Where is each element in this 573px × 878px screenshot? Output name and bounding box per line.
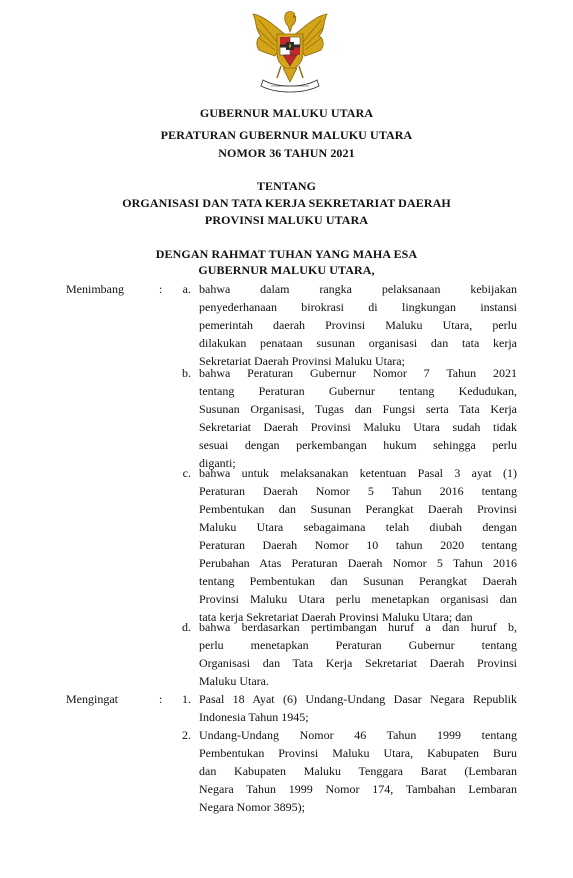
text-line: perlu menetapkan Peraturan Gubernur tentang: [199, 638, 517, 652]
menimbang-marker-a: a.: [182, 282, 191, 296]
text-line: tentang Pembentukan dan Susunan Perangkat Daerah: [199, 574, 517, 588]
text-line: Maluku Utara.: [199, 674, 269, 688]
menimbang-marker-c: c.: [182, 466, 191, 480]
menimbang-item-b: [199, 364, 517, 472]
mengingat-marker-1: 1.: [182, 692, 191, 706]
menimbang-label: Menimbang: [66, 282, 124, 296]
text-line: Sekretariat Daerah Provinsi Maluku Utara sudah tidak: [199, 420, 517, 434]
subject-line-1: ORGANISASI DAN TATA KERJA SEKRETARIAT DAERAH: [122, 196, 451, 210]
text-line: bahwa Peraturan Gubernur Nomor 7 Tahun 2021: [199, 366, 517, 380]
menimbang-item-c: [199, 464, 517, 626]
text-line: sesuai dengan perkembangan hukum sehingga perlu: [199, 438, 517, 452]
text-line: Organisasi dan Tata Kerja Sekretariat Daerah Provinsi: [199, 656, 517, 670]
text-line: bahwa berdasarkan pertimbangan huruf a dan huruf b,: [199, 620, 517, 634]
text-line: Undang-Undang Nomor 46 Tahun 1999 tentang: [199, 728, 517, 742]
text-line: Negara Tahun 1999 Nomor 174, Tambahan Lembaran: [199, 782, 517, 796]
text-line: Pembentukan dan Susunan Perangkat Daerah Provinsi: [199, 502, 517, 516]
menimbang-item-d: [199, 618, 517, 690]
menimbang-marker-d: d.: [182, 620, 191, 634]
text-line: tentang Peraturan Gubernur tentang Kedudukan,: [199, 384, 517, 398]
text-line: diganti;: [199, 456, 236, 470]
text-line: Indonesia Tahun 1945;: [199, 710, 309, 724]
text-line: Peraturan Daerah Nomor 5 Tahun 2016 tentang: [199, 484, 517, 498]
text-line: Pasal 18 Ayat (6) Undang-Undang Dasar Negara Republik: [199, 692, 517, 706]
text-line: Pembentukan Provinsi Maluku Utara, Kabupaten Buru: [199, 746, 517, 760]
mengingat-item-2: [199, 726, 517, 816]
garuda-emblem-icon: [247, 6, 333, 98]
text-line: Negara Nomor 3895);: [199, 800, 305, 814]
mengingat-colon: :: [159, 692, 163, 706]
text-line: Maluku Utara sebagaimana telah diubah dengan: [199, 520, 517, 534]
text-line: Perubahan Atas Peraturan Daerah Nomor 5 Tahun 2016: [199, 556, 517, 570]
text-line: bahwa untuk melaksanakan ketentuan Pasal 3 ayat (1): [199, 466, 517, 480]
mengingat-marker-2: 2.: [182, 728, 191, 742]
text-line: Peraturan Daerah Nomor 10 tahun 2020 tentang: [199, 538, 517, 552]
text-line: tata kerja Sekretariat Daerah Provinsi Maluku Utara; dan: [199, 610, 473, 624]
menimbang-item-a: [199, 280, 517, 370]
issuing-authority: GUBERNUR MALUKU UTARA: [199, 106, 374, 120]
text-line: Provinsi Maluku Utara perlu menetapkan organisasi dan: [199, 592, 517, 606]
preamble-line-1: DENGAN RAHMAT TUHAN YANG MAHA ESA: [155, 247, 418, 261]
text-line: bahwa dalam rangka pelaksanaan kebijakan: [199, 282, 517, 296]
text-line: Sekretariat Daerah Provinsi Maluku Utara;: [199, 354, 405, 368]
subject-line-2: PROVINSI MALUKU UTARA: [204, 213, 369, 227]
regulation-number: NOMOR 36 TAHUN 2021: [218, 146, 355, 160]
text-line: dan Kabupaten Maluku Tenggara Barat (Lembaran: [199, 764, 517, 778]
menimbang-colon: :: [159, 282, 163, 296]
preamble-line-2: GUBERNUR MALUKU UTARA,: [198, 263, 375, 277]
mengingat-item-1: [199, 690, 517, 726]
regulation-title: PERATURAN GUBERNUR MALUKU UTARA: [160, 128, 413, 142]
text-line: pemerintah daerah Provinsi Maluku Utara, perlu: [199, 318, 517, 332]
menimbang-marker-b: b.: [182, 366, 191, 380]
text-line: penyederhanaan birokrasi di lingkungan instansi: [199, 300, 517, 314]
mengingat-label: Mengingat: [66, 692, 118, 706]
text-line: Susunan Organisasi, Tugas dan Fungsi serta Tata Kerja: [199, 402, 517, 416]
about-heading: TENTANG: [256, 179, 317, 193]
text-line: dilakukan penataan susunan organisasi dan tata kerja: [199, 336, 517, 350]
